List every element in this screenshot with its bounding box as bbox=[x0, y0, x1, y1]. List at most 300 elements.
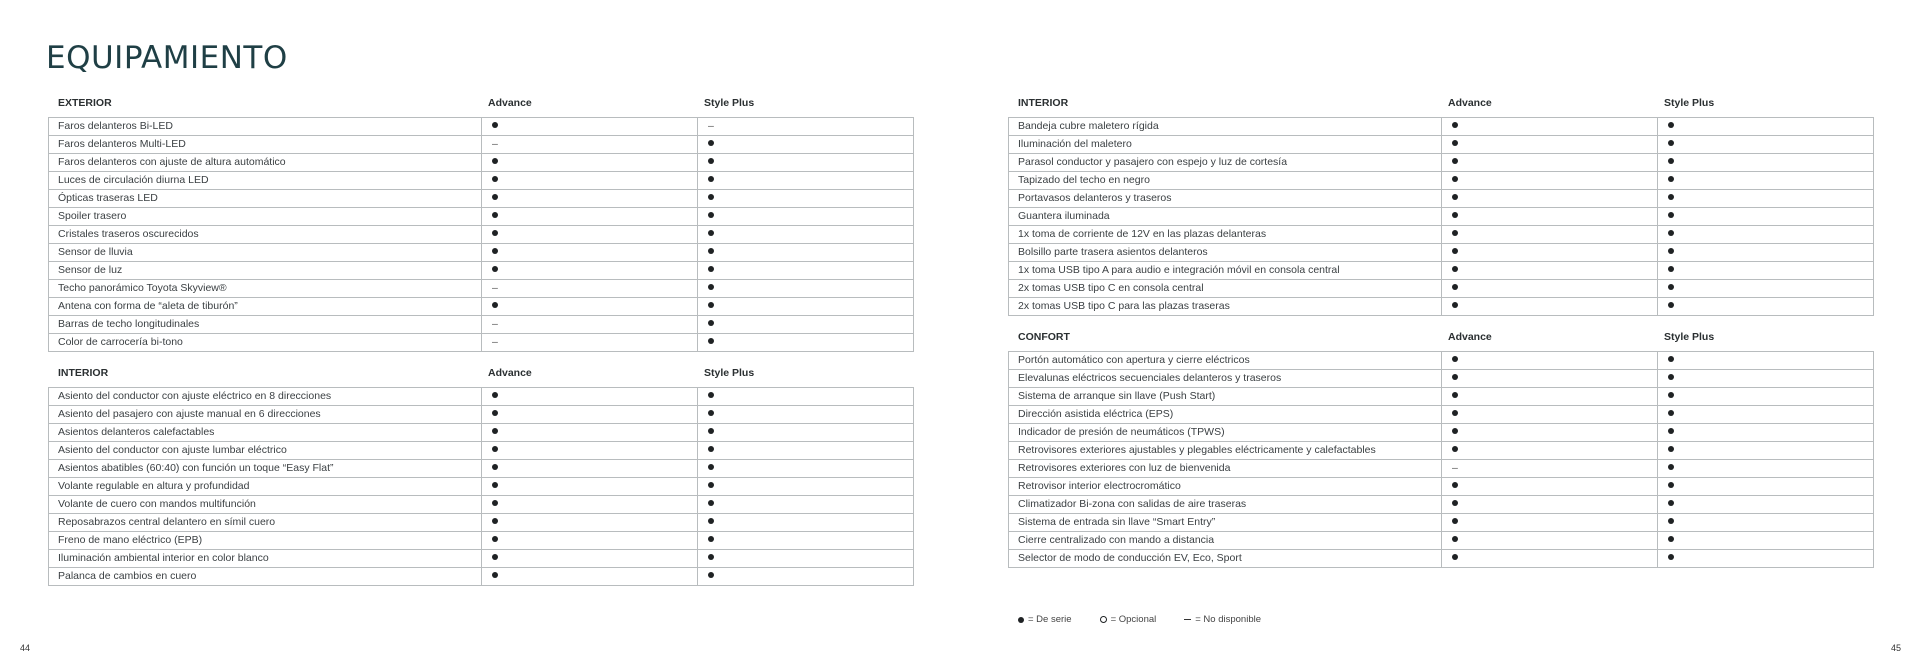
bullet-icon bbox=[492, 194, 498, 200]
bullet-icon bbox=[1668, 392, 1674, 398]
equipment-table bbox=[48, 387, 914, 586]
table-row bbox=[49, 208, 913, 226]
table-row bbox=[1009, 496, 1873, 514]
feature-name: Asiento del conductor con ajuste eléctrico en 8 direcciones bbox=[58, 390, 332, 402]
advance-value bbox=[1441, 244, 1657, 261]
table-row bbox=[1009, 388, 1873, 406]
style-plus-value bbox=[1657, 514, 1873, 531]
feature-name: Bolsillo parte trasera asientos delanteros bbox=[1018, 246, 1208, 258]
table-row bbox=[49, 280, 913, 298]
bullet-icon bbox=[708, 230, 714, 236]
section-title: INTERIOR bbox=[1018, 97, 1069, 109]
bullet-icon bbox=[708, 410, 714, 416]
bullet-icon bbox=[1452, 194, 1458, 200]
bullet-icon bbox=[1452, 140, 1458, 146]
feature-name: Faros delanteros Bi-LED bbox=[58, 120, 173, 132]
table-row bbox=[1009, 352, 1873, 370]
bullet-icon bbox=[1452, 518, 1458, 524]
bullet-icon bbox=[708, 176, 714, 182]
style-plus-value bbox=[697, 532, 913, 549]
bullet-icon bbox=[492, 230, 498, 236]
column-header: Style Plus bbox=[1664, 331, 1715, 343]
bullet-icon bbox=[1668, 284, 1674, 290]
advance-value bbox=[481, 442, 697, 459]
bullet-icon bbox=[708, 140, 714, 146]
style-plus-value bbox=[697, 226, 913, 243]
feature-name: Spoiler trasero bbox=[58, 210, 127, 222]
style-plus-value bbox=[697, 208, 913, 225]
bullet-icon bbox=[492, 572, 498, 578]
bullet-icon bbox=[492, 536, 498, 542]
table-row bbox=[49, 460, 913, 478]
table-row bbox=[49, 406, 913, 424]
bullet-icon bbox=[1668, 302, 1674, 308]
table-row bbox=[49, 190, 913, 208]
advance-value bbox=[1441, 424, 1657, 441]
table-row bbox=[1009, 550, 1873, 568]
feature-name: Luces de circulación diurna LED bbox=[58, 174, 209, 186]
feature-name: Barras de techo longitudinales bbox=[58, 318, 200, 330]
style-plus-value bbox=[697, 460, 913, 477]
feature-name: Cierre centralizado con mando a distancia bbox=[1018, 534, 1215, 546]
advance-value bbox=[481, 262, 697, 279]
table-row bbox=[1009, 244, 1873, 262]
table-row bbox=[1009, 190, 1873, 208]
style-plus-value bbox=[1657, 136, 1873, 153]
bullet-icon bbox=[1452, 230, 1458, 236]
legend-optional bbox=[1100, 614, 1157, 625]
legend-standard bbox=[1018, 614, 1072, 625]
bullet-icon bbox=[708, 500, 714, 506]
bullet-icon bbox=[1668, 446, 1674, 452]
table-row bbox=[1009, 136, 1873, 154]
bullet-icon bbox=[1452, 392, 1458, 398]
advance-value bbox=[1441, 154, 1657, 171]
table-row bbox=[1009, 226, 1873, 244]
style-plus-value bbox=[1657, 370, 1873, 387]
feature-name: Faros delanteros Multi-LED bbox=[58, 138, 186, 150]
style-plus-value bbox=[697, 406, 913, 423]
table-row bbox=[1009, 424, 1873, 442]
style-plus-value bbox=[697, 496, 913, 513]
bullet-icon bbox=[492, 446, 498, 452]
legend bbox=[1018, 614, 1261, 625]
bullet-icon bbox=[1018, 617, 1024, 623]
table-row bbox=[49, 532, 913, 550]
table-row bbox=[49, 496, 913, 514]
table-row bbox=[49, 514, 913, 532]
advance-value bbox=[1441, 460, 1657, 477]
advance-value bbox=[1441, 280, 1657, 297]
bullet-icon bbox=[708, 158, 714, 164]
bullet-icon bbox=[1452, 482, 1458, 488]
advance-value bbox=[1441, 496, 1657, 513]
style-plus-value bbox=[1657, 208, 1873, 225]
advance-value bbox=[481, 226, 697, 243]
bullet-icon bbox=[708, 518, 714, 524]
column-header: Advance bbox=[1448, 331, 1492, 343]
style-plus-value bbox=[1657, 550, 1873, 567]
style-plus-value bbox=[697, 118, 913, 135]
style-plus-value bbox=[697, 298, 913, 315]
page-number-left: 44 bbox=[20, 643, 31, 653]
dash-value: – bbox=[1452, 462, 1458, 474]
style-plus-value bbox=[1657, 424, 1873, 441]
feature-name: Color de carrocería bi-tono bbox=[58, 336, 183, 348]
bullet-icon bbox=[492, 266, 498, 272]
style-plus-value bbox=[1657, 172, 1873, 189]
advance-value bbox=[1441, 388, 1657, 405]
legend-standard-label: = De serie bbox=[1028, 614, 1072, 625]
bullet-icon bbox=[1668, 176, 1674, 182]
bullet-icon bbox=[492, 158, 498, 164]
bullet-icon bbox=[492, 428, 498, 434]
bullet-icon bbox=[492, 176, 498, 182]
bullet-icon bbox=[492, 518, 498, 524]
feature-name: Techo panorámico Toyota Skyview® bbox=[58, 282, 227, 294]
style-plus-value bbox=[1657, 388, 1873, 405]
style-plus-value bbox=[697, 190, 913, 207]
table-row bbox=[49, 424, 913, 442]
table-row bbox=[49, 244, 913, 262]
advance-value bbox=[481, 478, 697, 495]
bullet-icon bbox=[708, 320, 714, 326]
bullet-icon bbox=[1668, 356, 1674, 362]
table-row bbox=[1009, 442, 1873, 460]
bullet-icon bbox=[1452, 248, 1458, 254]
feature-name: Antena con forma de “aleta de tiburón” bbox=[58, 300, 238, 312]
bullet-icon bbox=[492, 302, 498, 308]
table-row bbox=[49, 262, 913, 280]
table-row bbox=[49, 334, 913, 352]
table-row bbox=[1009, 298, 1873, 316]
table-row bbox=[1009, 460, 1873, 478]
advance-value bbox=[481, 172, 697, 189]
feature-name: Sensor de luz bbox=[58, 264, 123, 276]
column-header: Advance bbox=[488, 97, 532, 109]
feature-name: 1x toma USB tipo A para audio e integración móvil en consola central bbox=[1018, 264, 1340, 276]
feature-name: Portavasos delanteros y traseros bbox=[1018, 192, 1172, 204]
table-row bbox=[49, 478, 913, 496]
table-row bbox=[1009, 532, 1873, 550]
bullet-icon bbox=[1668, 482, 1674, 488]
style-plus-value bbox=[1657, 298, 1873, 315]
advance-value bbox=[1441, 370, 1657, 387]
advance-value bbox=[481, 298, 697, 315]
bullet-icon bbox=[1668, 500, 1674, 506]
bullet-icon bbox=[708, 284, 714, 290]
bullet-icon bbox=[1668, 230, 1674, 236]
feature-name: Iluminación ambiental interior en color blanco bbox=[58, 552, 269, 564]
bullet-icon bbox=[708, 428, 714, 434]
style-plus-value bbox=[1657, 280, 1873, 297]
equipment-table bbox=[1008, 117, 1874, 316]
style-plus-value bbox=[697, 262, 913, 279]
bullet-icon bbox=[1668, 464, 1674, 470]
style-plus-value bbox=[1657, 190, 1873, 207]
bullet-icon bbox=[492, 500, 498, 506]
bullet-icon bbox=[1668, 194, 1674, 200]
table-row bbox=[1009, 514, 1873, 532]
advance-value bbox=[1441, 118, 1657, 135]
bullet-icon bbox=[1668, 158, 1674, 164]
equipment-table bbox=[48, 117, 914, 352]
advance-value bbox=[1441, 352, 1657, 369]
style-plus-value bbox=[697, 334, 913, 351]
bullet-icon bbox=[492, 482, 498, 488]
advance-value bbox=[1441, 298, 1657, 315]
feature-name: Asientos abatibles (60:40) con función un toque “Easy Flat” bbox=[58, 462, 334, 474]
feature-name: Sistema de entrada sin llave “Smart Entry” bbox=[1018, 516, 1216, 528]
table-row bbox=[49, 172, 913, 190]
style-plus-value bbox=[1657, 154, 1873, 171]
bullet-icon bbox=[1668, 374, 1674, 380]
advance-value bbox=[1441, 226, 1657, 243]
bullet-icon bbox=[1452, 122, 1458, 128]
feature-name: Palanca de cambios en cuero bbox=[58, 570, 197, 582]
bullet-icon bbox=[708, 464, 714, 470]
style-plus-value bbox=[1657, 118, 1873, 135]
table-row bbox=[49, 568, 913, 586]
feature-name: Volante de cuero con mandos multifunción bbox=[58, 498, 256, 510]
style-plus-value bbox=[697, 244, 913, 261]
section-header bbox=[1008, 94, 1874, 112]
feature-name: Asiento del pasajero con ajuste manual en 6 direcciones bbox=[58, 408, 321, 420]
feature-name: 1x toma de corriente de 12V en las plazas delanteras bbox=[1018, 228, 1267, 240]
advance-value bbox=[1441, 532, 1657, 549]
table-row bbox=[1009, 208, 1873, 226]
advance-value bbox=[1441, 442, 1657, 459]
advance-value bbox=[481, 154, 697, 171]
page-title: EQUIPAMIENTO bbox=[46, 40, 288, 76]
feature-name: Retrovisores exteriores ajustables y plegables eléctricamente y calefactables bbox=[1018, 444, 1376, 456]
style-plus-value bbox=[1657, 352, 1873, 369]
bullet-icon bbox=[1668, 428, 1674, 434]
style-plus-value bbox=[697, 442, 913, 459]
table-row bbox=[1009, 154, 1873, 172]
dash-value: – bbox=[492, 282, 498, 294]
bullet-icon bbox=[1452, 500, 1458, 506]
dash-value: – bbox=[492, 318, 498, 330]
table-row bbox=[49, 154, 913, 172]
bullet-icon bbox=[708, 338, 714, 344]
section-header bbox=[48, 94, 914, 112]
bullet-icon bbox=[1452, 554, 1458, 560]
advance-value bbox=[481, 532, 697, 549]
feature-name: Dirección asistida eléctrica (EPS) bbox=[1018, 408, 1174, 420]
feature-name: Freno de mano eléctrico (EPB) bbox=[58, 534, 203, 546]
feature-name: Ópticas traseras LED bbox=[58, 192, 158, 204]
style-plus-value bbox=[697, 514, 913, 531]
feature-name: Asientos delanteros calefactables bbox=[58, 426, 215, 438]
section-header bbox=[1008, 328, 1874, 346]
bullet-icon bbox=[1452, 212, 1458, 218]
style-plus-value bbox=[1657, 262, 1873, 279]
style-plus-value bbox=[1657, 532, 1873, 549]
advance-value bbox=[481, 118, 697, 135]
page-number-right: 45 bbox=[1891, 643, 1902, 653]
advance-value bbox=[481, 460, 697, 477]
style-plus-value bbox=[697, 388, 913, 405]
table-row bbox=[1009, 280, 1873, 298]
table-row bbox=[49, 298, 913, 316]
bullet-icon bbox=[708, 392, 714, 398]
style-plus-value bbox=[697, 424, 913, 441]
bullet-icon bbox=[708, 554, 714, 560]
style-plus-value bbox=[1657, 496, 1873, 513]
bullet-icon bbox=[1668, 212, 1674, 218]
table-row bbox=[1009, 370, 1873, 388]
bullet-icon bbox=[708, 536, 714, 542]
bullet-icon bbox=[708, 572, 714, 578]
style-plus-value bbox=[1657, 442, 1873, 459]
bullet-icon bbox=[1452, 536, 1458, 542]
dash-value: – bbox=[708, 120, 714, 132]
style-plus-value bbox=[1657, 244, 1873, 261]
advance-value bbox=[1441, 172, 1657, 189]
circle-icon bbox=[1100, 616, 1107, 623]
advance-value bbox=[1441, 136, 1657, 153]
bullet-icon bbox=[1452, 158, 1458, 164]
feature-name: Elevalunas eléctricos secuenciales delanteros y traseros bbox=[1018, 372, 1282, 384]
advance-value bbox=[481, 208, 697, 225]
advance-value bbox=[481, 244, 697, 261]
bullet-icon bbox=[492, 464, 498, 470]
style-plus-value bbox=[697, 172, 913, 189]
style-plus-value bbox=[697, 568, 913, 585]
bullet-icon bbox=[1668, 554, 1674, 560]
feature-name: Volante regulable en altura y profundidad bbox=[58, 480, 250, 492]
bullet-icon bbox=[1452, 266, 1458, 272]
table-row bbox=[49, 316, 913, 334]
bullet-icon bbox=[1668, 266, 1674, 272]
style-plus-value bbox=[697, 550, 913, 567]
bullet-icon bbox=[492, 212, 498, 218]
style-plus-value bbox=[697, 280, 913, 297]
feature-name: Parasol conductor y pasajero con espejo y luz de cortesía bbox=[1018, 156, 1288, 168]
style-plus-value bbox=[1657, 460, 1873, 477]
bullet-icon bbox=[708, 446, 714, 452]
legend-optional-label: = Opcional bbox=[1110, 614, 1157, 625]
feature-name: Retrovisor interior electrocromático bbox=[1018, 480, 1181, 492]
column-header: Advance bbox=[1448, 97, 1492, 109]
advance-value bbox=[481, 280, 697, 297]
advance-value bbox=[481, 496, 697, 513]
feature-name: Guantera iluminada bbox=[1018, 210, 1110, 222]
advance-value bbox=[1441, 478, 1657, 495]
column-header: Style Plus bbox=[704, 97, 755, 109]
bullet-icon bbox=[1452, 410, 1458, 416]
advance-value bbox=[481, 136, 697, 153]
equipment-table bbox=[1008, 351, 1874, 568]
advance-value bbox=[481, 424, 697, 441]
table-row bbox=[49, 136, 913, 154]
feature-name: Reposabrazos central delantero en símil cuero bbox=[58, 516, 276, 528]
feature-name: Iluminación del maletero bbox=[1018, 138, 1132, 150]
style-plus-value bbox=[697, 154, 913, 171]
style-plus-value bbox=[1657, 226, 1873, 243]
bullet-icon bbox=[1452, 446, 1458, 452]
interior-left-section bbox=[48, 364, 914, 586]
column-header: Style Plus bbox=[704, 367, 755, 379]
bullet-icon bbox=[708, 482, 714, 488]
feature-name: Selector de modo de conducción EV, Eco, Sport bbox=[1018, 552, 1242, 564]
bullet-icon bbox=[492, 410, 498, 416]
style-plus-value bbox=[697, 478, 913, 495]
bullet-icon bbox=[708, 212, 714, 218]
bullet-icon bbox=[1668, 248, 1674, 254]
advance-value bbox=[1441, 514, 1657, 531]
advance-value bbox=[1441, 550, 1657, 567]
dash-value: – bbox=[492, 138, 498, 150]
feature-name: Sensor de lluvia bbox=[58, 246, 133, 258]
bullet-icon bbox=[492, 392, 498, 398]
table-row bbox=[49, 388, 913, 406]
feature-name: Indicador de presión de neumáticos (TPWS) bbox=[1018, 426, 1225, 438]
dash-icon bbox=[1184, 619, 1191, 620]
exterior-section bbox=[48, 94, 914, 352]
section-title: CONFORT bbox=[1018, 331, 1070, 343]
bullet-icon bbox=[492, 248, 498, 254]
table-row bbox=[49, 226, 913, 244]
advance-value bbox=[481, 568, 697, 585]
table-row bbox=[1009, 262, 1873, 280]
table-row bbox=[49, 442, 913, 460]
feature-name: Cristales traseros oscurecidos bbox=[58, 228, 199, 240]
table-row bbox=[49, 550, 913, 568]
bullet-icon bbox=[708, 194, 714, 200]
advance-value bbox=[1441, 262, 1657, 279]
advance-value bbox=[481, 190, 697, 207]
bullet-icon bbox=[1668, 536, 1674, 542]
confort-section bbox=[1008, 328, 1874, 568]
feature-name: Portón automático con apertura y cierre eléctricos bbox=[1018, 354, 1250, 366]
section-title: EXTERIOR bbox=[58, 97, 112, 109]
table-row bbox=[1009, 406, 1873, 424]
table-row bbox=[1009, 478, 1873, 496]
style-plus-value bbox=[697, 316, 913, 333]
feature-name: Sistema de arranque sin llave (Push Start) bbox=[1018, 390, 1216, 402]
column-header: Style Plus bbox=[1664, 97, 1715, 109]
advance-value bbox=[481, 550, 697, 567]
feature-name: 2x tomas USB tipo C en consola central bbox=[1018, 282, 1204, 294]
feature-name: Climatizador Bi-zona con salidas de aire traseras bbox=[1018, 498, 1247, 510]
interior-right-section bbox=[1008, 94, 1874, 316]
feature-name: Tapizado del techo en negro bbox=[1018, 174, 1150, 186]
advance-value bbox=[1441, 208, 1657, 225]
bullet-icon bbox=[1452, 302, 1458, 308]
section-title: INTERIOR bbox=[58, 367, 109, 379]
feature-name: Faros delanteros con ajuste de altura automático bbox=[58, 156, 286, 168]
advance-value bbox=[481, 406, 697, 423]
table-row bbox=[1009, 118, 1873, 136]
feature-name: 2x tomas USB tipo C para las plazas traseras bbox=[1018, 300, 1230, 312]
bullet-icon bbox=[1452, 356, 1458, 362]
advance-value bbox=[1441, 406, 1657, 423]
advance-value bbox=[481, 316, 697, 333]
table-row bbox=[49, 118, 913, 136]
bullet-icon bbox=[492, 122, 498, 128]
style-plus-value bbox=[697, 136, 913, 153]
bullet-icon bbox=[1668, 410, 1674, 416]
advance-value bbox=[481, 388, 697, 405]
advance-value bbox=[481, 334, 697, 351]
advance-value bbox=[1441, 190, 1657, 207]
bullet-icon bbox=[708, 302, 714, 308]
advance-value bbox=[481, 514, 697, 531]
legend-unavailable bbox=[1184, 614, 1261, 625]
bullet-icon bbox=[708, 266, 714, 272]
